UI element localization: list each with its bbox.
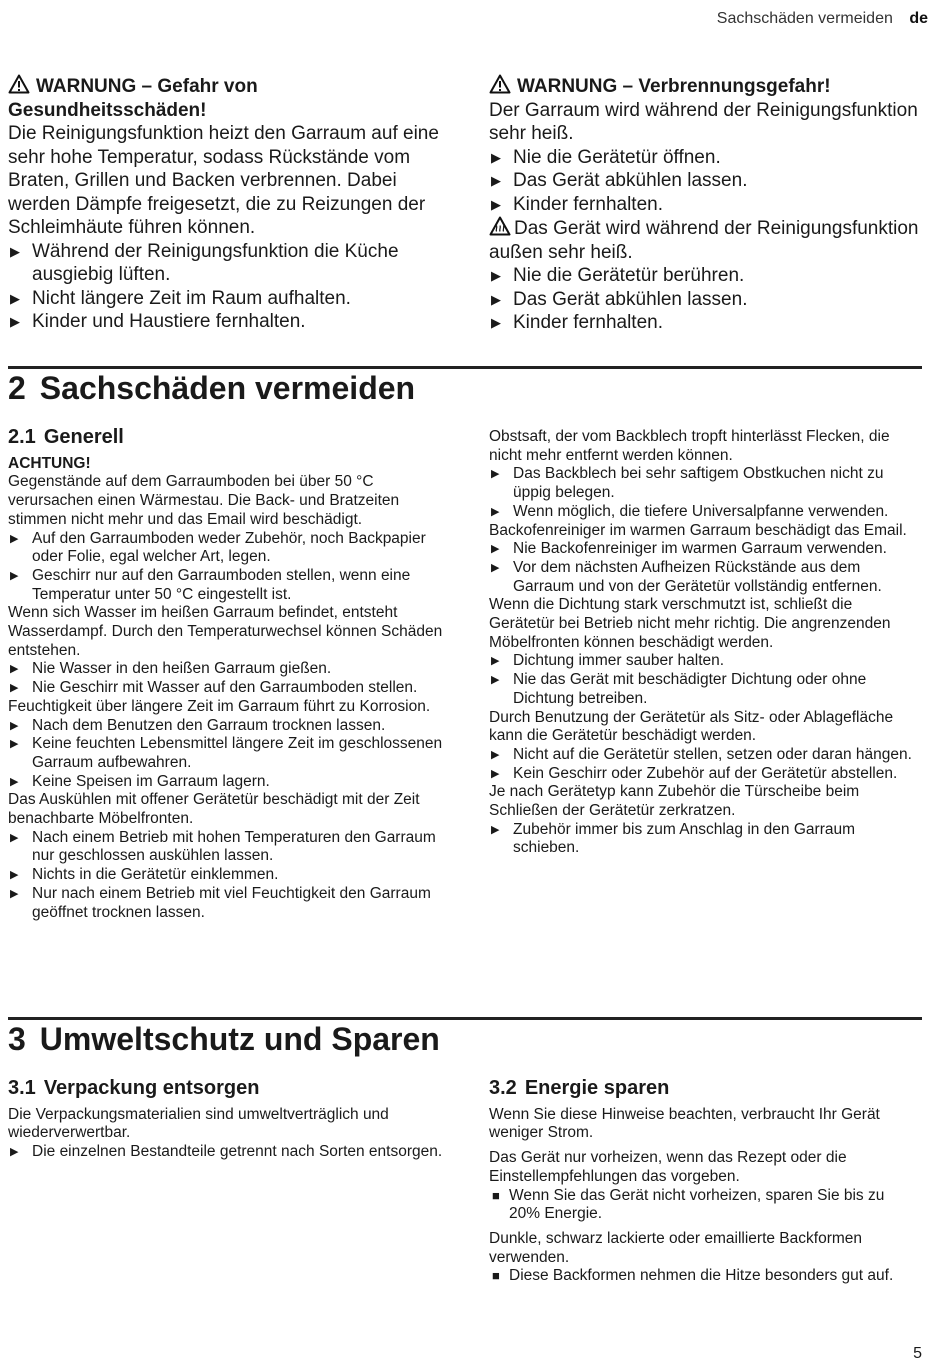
subsection-3-1-list: [8, 1143, 444, 1162]
subsection-3-2-text-1: Wenn Sie diese Hinweise beachten, verbraucht Ihr Gerät weniger Strom.: [489, 1105, 880, 1142]
subsection-3-1: [8, 1079, 444, 1162]
section-3-heading: 3 Umweltschutz und Sparen: [8, 1021, 440, 1057]
bullet-triangle-icon: ▶: [10, 663, 19, 676]
bullet-triangle-icon: ▶: [10, 738, 19, 751]
paragraph: Wenn sich Wasser im heißen Garraum befindet, entsteht Wasserdampf. Durch den Temperaturwechsel können Schäden entstehen.: [8, 604, 443, 659]
paragraph: Backofenreiniger im warmen Garraum beschädigt das Email.: [489, 521, 907, 539]
list-item: ▶ Nicht längere Zeit im Raum aufhalten.: [10, 287, 351, 309]
warning-burn-text-2: Das Gerät wird während der Reinigungsfunktion außen sehr heiß.: [489, 218, 919, 263]
list-item: ▶ Keine Speisen im Garraum lagern.: [10, 772, 270, 790]
subsection-2-1-heading: 2.1 Generell: [8, 426, 124, 448]
bullet-triangle-icon: ▶: [491, 823, 500, 836]
list-item: ▶ Auf den Garraumboden weder Zubehör, noch Backpapier oder Folie, egal welcher Art, legen.: [10, 529, 426, 566]
warning-triangle-icon: [489, 74, 511, 94]
bullet-list: [8, 530, 444, 605]
bullet-triangle-icon: ▶: [491, 561, 500, 574]
warning-health-title: WARNUNG – Gefahr von Gesundheitsschäden!: [8, 76, 258, 121]
bullet-triangle-icon: ▶: [10, 1146, 19, 1159]
bullet-list: [489, 465, 921, 521]
paragraph: Durch Benutzung der Gerätetür als Sitz- oder Ablagefläche kann die Gerätetür beschädigt werden.: [489, 708, 894, 745]
list-item: ▶ Kein Geschirr oder Zubehör auf der Gerätetür abstellen.: [491, 764, 898, 782]
section-2-right-column: [489, 428, 921, 858]
list-item: ▶ Nach einem Betrieb mit hohen Temperaturen den Garraum nur geschlossen auskühlen lassen.: [10, 828, 436, 865]
list-item: ▶ Nur nach einem Betrieb mit viel Feuchtigkeit den Garraum geöffnet trocknen lassen.: [10, 884, 431, 921]
bullet-triangle-icon: ▶: [491, 767, 500, 780]
subsection-3-2-text-2: Das Gerät nur vorheizen, wenn das Rezept oder die Einstellempfehlungen das vorgeben.: [489, 1149, 847, 1185]
list-item: ▶ Kinder fernhalten.: [491, 312, 663, 333]
list-item: ▶ Nie die Gerätetür berühren.: [491, 265, 745, 286]
section-2-heading: 2 Sachschäden vermeiden: [8, 370, 416, 406]
section-2-left-content: [8, 473, 444, 922]
bullet-list: [8, 717, 444, 792]
bullet-list: [489, 652, 921, 708]
paragraph: Feuchtigkeit über längere Zeit im Garraum führt zu Korrosion.: [8, 697, 431, 715]
warning-health-text: Die Reinigungsfunktion heizt den Garraum auf eine sehr hohe Temperatur, sodass Rückstände vom Braten, Grillen und Backen verbrennen. Dabei werden Dämpfe freigesetzt, die zu Reizungen der Schleimhäute führen können.: [8, 123, 439, 238]
warning-burn-title: WARNUNG – Verbrennungsgefahr!: [489, 74, 919, 99]
list-item: ▶ Das Gerät abkühlen lassen.: [491, 288, 748, 310]
list-item: ▶ Nicht auf die Gerätetür stellen, setzen oder daran hängen.: [491, 745, 912, 763]
list-item: ▶ Vor dem nächsten Aufheizen Rückstände aus dem Garraum und von der Gerätetür vollständig entfernen.: [491, 558, 882, 595]
subsection-3-1-heading: 3.1 Verpackung entsorgen: [8, 1077, 260, 1099]
header-section-title: Sachschäden vermeiden: [716, 10, 893, 27]
list-item: ▶ Nie Wasser in den heißen Garraum gießen.: [10, 660, 332, 678]
list-item: ▶ Wenn möglich, die tiefere Universalpfanne verwenden.: [491, 502, 889, 520]
bullet-triangle-icon: ▶: [10, 887, 19, 900]
section-divider: [8, 1017, 922, 1020]
bullet-triangle-icon: ▶: [491, 173, 501, 188]
list-item: ▶ Dichtung immer sauber halten.: [491, 652, 725, 670]
bullet-triangle-icon: ▶: [491, 468, 500, 481]
bullet-triangle-icon: ▶: [10, 775, 19, 788]
list-item: ▶ Keine feuchten Lebensmittel längere Zeit im geschlossenen Garraum aufbewahren.: [10, 735, 443, 771]
caution-label: ACHTUNG!: [8, 454, 91, 472]
warning-health-block: [8, 74, 446, 334]
page-number: 5: [913, 1345, 922, 1362]
list-item: ▶ Nichts in die Gerätetür einklemmen.: [10, 866, 279, 884]
paragraph: Obstsaft, der vom Backblech tropft hinterlässt Flecken, die nicht mehr entfernt werden können.: [489, 428, 890, 464]
list-item: ■ Wenn Sie das Gerät nicht vorheizen, sparen Sie bis zu 20% Energie.: [492, 1186, 885, 1223]
list-item: ▶ Nie das Gerät mit beschädigter Dichtung oder ohne Dichtung betreiben.: [491, 671, 867, 707]
list-item: ▶ Nie Geschirr mit Wasser auf den Garraumboden stellen.: [10, 679, 418, 697]
subsection-3-2: [489, 1079, 919, 1286]
list-item: ▶ Nie Backofenreiniger im warmen Garraum verwenden.: [491, 540, 887, 558]
bullet-triangle-icon: ▶: [10, 243, 20, 259]
bullet-triangle-icon: ▶: [491, 149, 501, 165]
section-2-right-content: [489, 428, 921, 858]
subsection-3-2-text-3: Dunkle, schwarz lackierte oder emaillierte Backformen verwenden.: [489, 1229, 863, 1266]
list-item: ▶ Kinder und Haustiere fernhalten.: [10, 311, 306, 332]
bullet-triangle-icon: ▶: [491, 291, 501, 307]
list-item: ▶ Nie die Gerätetür öffnen.: [491, 146, 721, 168]
warning-triangle-icon: [8, 74, 30, 94]
bullet-square-icon: ■: [492, 1268, 500, 1284]
list-item: ■ Diese Backformen nehmen die Hitze besonders gut auf.: [492, 1267, 894, 1285]
warning-burn-block: [489, 74, 919, 335]
bullet-list: [8, 829, 444, 923]
subsection-3-2-heading: 3.2 Energie sparen: [489, 1077, 670, 1099]
bullet-square-icon: ■: [492, 1187, 500, 1203]
subsection-3-1-text: Die Verpackungsmaterialien sind umweltverträglich und wiederverwertbar.: [8, 1105, 389, 1142]
list-item: ▶ Während der Reinigungsfunktion die Küche ausgiebig lüften.: [10, 240, 399, 285]
list-item: ▶ Geschirr nur auf den Garraumboden stellen, wenn eine Temperatur unter 50 °C eingestellt ist.: [10, 566, 411, 603]
bullet-triangle-icon: ▶: [10, 314, 20, 329]
bullet-triangle-icon: ▶: [10, 532, 19, 545]
paragraph: Gegenstände auf dem Garraumboden bei über 50 °C verursachen einen Wärmestau. Die Back- und Bratzeiten stimmen nicht mehr und das Email wird beschädigt.: [8, 473, 400, 528]
bullet-list: [489, 540, 921, 596]
bullet-list: [8, 660, 444, 697]
subsection-3-2-list-2: [489, 1267, 919, 1286]
bullet-triangle-icon: ▶: [491, 674, 500, 687]
warning-health-list: [8, 240, 446, 334]
running-header: [717, 10, 928, 28]
paragraph: Wenn die Dichtung stark verschmutzt ist, schließt die Gerätetür bei Betrieb nicht mehr richtig. Die angrenzenden Möbelfronten können beschädigt werden.: [489, 596, 891, 651]
warning-burn-list-1: [489, 146, 919, 217]
bullet-triangle-icon: ▶: [10, 831, 19, 844]
section-2-left-column: [8, 428, 444, 922]
bullet-triangle-icon: ▶: [10, 869, 19, 882]
bullet-triangle-icon: ▶: [491, 655, 500, 668]
section-divider: [8, 366, 922, 369]
bullet-triangle-icon: ▶: [10, 682, 19, 695]
bullet-triangle-icon: ▶: [491, 543, 500, 556]
paragraph: Das Auskühlen mit offener Gerätetür beschädigt mit der Zeit benachbarte Möbelfronten.: [8, 791, 420, 828]
bullet-triangle-icon: ▶: [491, 505, 500, 518]
list-item: ▶ Die einzelnen Bestandteile getrennt nach Sorten entsorgen.: [10, 1143, 443, 1161]
list-item: ▶ Das Gerät abkühlen lassen.: [491, 170, 748, 191]
warning-burn-list-2: [489, 264, 919, 335]
bullet-triangle-icon: ▶: [10, 719, 19, 732]
bullet-list: [489, 821, 921, 858]
bullet-triangle-icon: ▶: [491, 196, 501, 212]
hot-surface-warning-icon: [489, 216, 511, 236]
list-item: ▶ Nach dem Benutzen den Garraum trocknen lassen.: [10, 716, 386, 734]
bullet-triangle-icon: ▶: [10, 569, 19, 582]
bullet-triangle-icon: ▶: [10, 290, 20, 306]
bullet-triangle-icon: ▶: [491, 748, 500, 761]
bullet-list: [489, 746, 921, 783]
bullet-triangle-icon: ▶: [491, 315, 501, 330]
warning-burn-text-1: Der Garraum wird während der Reinigungsfunktion sehr heiß.: [489, 99, 918, 144]
bullet-triangle-icon: ▶: [491, 268, 501, 283]
header-language-code: de: [909, 10, 928, 27]
list-item: ▶ Kinder fernhalten.: [491, 193, 663, 215]
list-item: ▶ Zubehör immer bis zum Anschlag in den Garraum schieben.: [491, 820, 856, 857]
paragraph: Je nach Gerätetyp kann Zubehör die Türscheibe beim Schließen der Gerätetür zerkratzen.: [489, 783, 860, 820]
subsection-3-2-list-1: [489, 1187, 919, 1224]
list-item: ▶ Das Backblech bei sehr saftigem Obstkuchen nicht zu üppig belegen.: [491, 465, 884, 502]
